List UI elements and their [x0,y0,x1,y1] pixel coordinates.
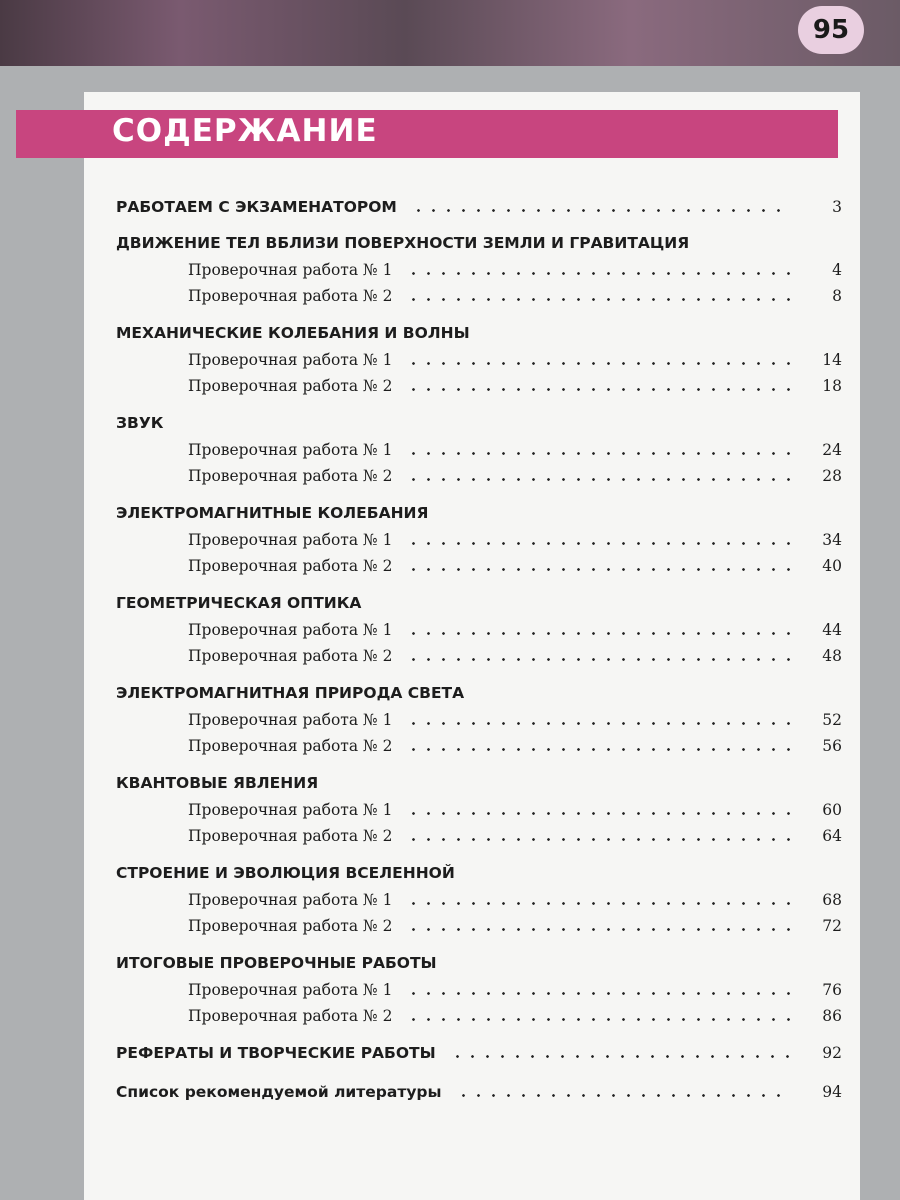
toc-item-page-number: 44 [822,621,842,639]
toc-section[interactable] [0,234,900,260]
toc-item[interactable] [0,621,900,647]
toc-item-dot-leader [406,632,790,635]
toc-item-dot-leader [406,748,790,751]
toc-section[interactable] [0,774,900,800]
toc-item-dot-leader [406,812,790,815]
toc-item-label: Проверочная работа № 2 [188,737,396,755]
toc-item-label: Проверочная работа № 1 [188,981,396,999]
toc-essays-label: РЕФЕРАТЫ И ТВОРЧЕСКИЕ РАБОТЫ [116,1044,440,1062]
toc-section-label: КВАНТОВЫЕ ЯВЛЕНИЯ [116,774,322,792]
toc-item-dot-leader [406,362,790,365]
toc-item-page-number: 48 [822,647,842,665]
toc-section-label: ДВИЖЕНИЕ ТЕЛ ВБЛИЗИ ПОВЕРХНОСТИ ЗЕМЛИ И ГРАВИТАЦИЯ [116,234,693,252]
toc-item-page-number: 60 [822,801,842,819]
toc-item[interactable] [0,981,900,1007]
toc-section-label: СТРОЕНИЕ И ЭВОЛЮЦИЯ ВСЕЛЕННОЙ [116,864,459,882]
toc-item-dot-leader [406,298,790,301]
toc-section-label: ГЕОМЕТРИЧЕСКАЯ ОПТИКА [116,594,365,612]
toc-item-label: Проверочная работа № 2 [188,647,396,665]
toc-item[interactable] [0,827,900,853]
toc-item[interactable] [0,351,900,377]
page-title: СОДЕРЖАНИЕ [112,113,378,149]
toc-item-dot-leader [406,568,790,571]
toc-item-dot-leader [406,992,790,995]
toc-item-page-number: 8 [832,287,842,305]
toc-item[interactable] [0,287,900,313]
toc-item-page-number: 64 [822,827,842,845]
toc-item[interactable] [0,441,900,467]
toc-item[interactable] [0,467,900,493]
toc-item[interactable] [0,737,900,763]
toc-item[interactable] [0,1007,900,1033]
toc-item[interactable] [0,557,900,583]
toc-item-label: Проверочная работа № 1 [188,891,396,909]
toc-item[interactable] [0,647,900,673]
toc-section[interactable] [0,954,900,980]
toc-item-label: Проверочная работа № 1 [188,621,396,639]
toc-item-dot-leader [406,542,790,545]
toc-item-label: Проверочная работа № 2 [188,467,396,485]
toc-section[interactable] [0,414,900,440]
toc-item-page-number: 24 [822,441,842,459]
toc-item-label: Проверочная работа № 1 [188,531,396,549]
toc-item[interactable] [0,261,900,287]
toc-item-dot-leader [406,388,790,391]
toc-essays-page-number: 92 [822,1044,842,1062]
toc-section[interactable] [0,594,900,620]
toc-literature[interactable] [0,1083,900,1109]
toc-item[interactable] [0,377,900,403]
toc-section-label: ЭЛЕКТРОМАГНИТНЫЕ КОЛЕБАНИЯ [116,504,432,522]
toc-item-page-number: 14 [822,351,842,369]
toc-item-label: Проверочная работа № 2 [188,557,396,575]
toc-literature-page-number: 94 [822,1083,842,1101]
toc-item-label: Проверочная работа № 2 [188,1007,396,1025]
top-photo-band [0,0,900,66]
toc-section[interactable] [0,864,900,890]
toc-item-label: Проверочная работа № 2 [188,287,396,305]
toc-item-dot-leader [406,902,790,905]
toc-item-page-number: 56 [822,737,842,755]
toc-literature-dot-leader [456,1094,790,1097]
toc-item[interactable] [0,531,900,557]
toc-item[interactable] [0,801,900,827]
toc-item-label: Проверочная работа № 2 [188,827,396,845]
toc-item-label: Проверочная работа № 1 [188,261,396,279]
toc-item-label: Проверочная работа № 1 [188,711,396,729]
toc-section[interactable] [0,684,900,710]
toc-item-label: Проверочная работа № 2 [188,917,396,935]
toc-section-label: ЭЛЕКТРОМАГНИТНАЯ ПРИРОДА СВЕТА [116,684,468,702]
toc-item-page-number: 40 [822,557,842,575]
toc-item-page-number: 72 [822,917,842,935]
toc-item-dot-leader [406,452,790,455]
toc-intro[interactable] [0,198,900,224]
toc-item-label: Проверочная работа № 2 [188,377,396,395]
toc-item[interactable] [0,891,900,917]
toc-item-dot-leader [406,272,790,275]
toc-section[interactable] [0,504,900,530]
toc-item-page-number: 76 [822,981,842,999]
toc-item-page-number: 18 [822,377,842,395]
toc-item-label: Проверочная работа № 1 [188,351,396,369]
toc-item[interactable] [0,917,900,943]
toc-section-label: МЕХАНИЧЕСКИЕ КОЛЕБАНИЯ И ВОЛНЫ [116,324,474,342]
toc-item-page-number: 34 [822,531,842,549]
toc-item-dot-leader [406,838,790,841]
toc-section-label: ЗВУК [116,414,167,432]
toc-item-page-number: 52 [822,711,842,729]
toc-item-page-number: 68 [822,891,842,909]
toc-literature-label: Список рекомендуемой литературы [116,1083,446,1101]
toc-intro-label: РАБОТАЕМ С ЭКЗАМЕНАТОРОМ [116,198,401,216]
toc-section[interactable] [0,324,900,350]
toc-item-dot-leader [406,1018,790,1021]
toc-item-dot-leader [406,658,790,661]
toc-item-page-number: 86 [822,1007,842,1025]
toc-intro-dot-leader [411,209,790,212]
toc-item-dot-leader [406,478,790,481]
toc-item-dot-leader [406,722,790,725]
toc-item-page-number: 4 [832,261,842,279]
toc-essays[interactable] [0,1044,900,1070]
toc-item-dot-leader [406,928,790,931]
page-number-badge: 95 [798,6,864,54]
toc-section-label: ИТОГОВЫЕ ПРОВЕРОЧНЫЕ РАБОТЫ [116,954,441,972]
toc-item-label: Проверочная работа № 1 [188,441,396,459]
toc-item-label: Проверочная работа № 1 [188,801,396,819]
toc-item-page-number: 28 [822,467,842,485]
toc-essays-dot-leader [450,1055,790,1058]
toc-item[interactable] [0,711,900,737]
toc-intro-page-number: 3 [832,198,842,216]
